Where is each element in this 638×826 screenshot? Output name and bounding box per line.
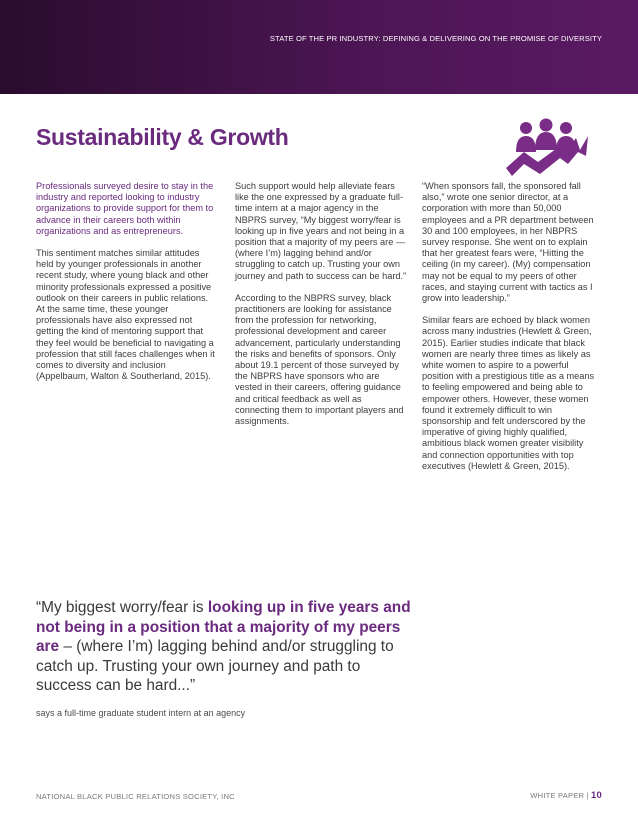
column-1	[36, 181, 216, 393]
pull-quote-open: “My biggest worry/fear is	[36, 599, 208, 616]
body-paragraph: According to the NBPRS survey, black practitioners are looking for assistance from the profession for networking, professional development and career advancement, particularly understanding the risks and benefits of sponsors. Only about 19.1 percent of those surveyed by the NBPRS have sponsors who are vested in their careers, offering guidance and critical feedback as well as connecting them to important players and assignments.	[235, 292, 404, 427]
pull-quote-attribution: says a full-time graduate student intern at an agency	[36, 708, 246, 718]
body-paragraph: Such support would help alleviate fears like the one expressed by a graduate full-time intern at a major agency in the NBPRS survey, “My biggest worry/fear is looking up in five years and not being in a position that a majority of my peers are — (where I’m) lagging behind and/or struggling to catch up. Trusting your own journey and path to success can be hard.”	[235, 181, 407, 281]
page-number: 10	[591, 790, 602, 801]
section-title: Sustainability & Growth	[36, 124, 289, 150]
group-growth-icon	[502, 118, 590, 182]
column-2	[235, 181, 407, 438]
column-3	[422, 181, 600, 483]
running-title: STATE OF THE PR INDUSTRY: DEFINING & DELIVERING ON THE PROMISE OF DIVERSITY	[269, 34, 602, 43]
lead-paragraph: Professionals surveyed desire to stay in the industry and reported looking to industry organizations to provide support for them to advance in their careers both within organizations and as entrepreneurs.	[36, 181, 214, 236]
pull-quote-highlight: looking up in five years and not being in a position that a majority of my peers are	[36, 599, 411, 656]
footer-org: NATIONAL BLACK PUBLIC RELATIONS SOCIETY, INC	[36, 792, 235, 801]
footer-page-label	[530, 790, 602, 801]
pull-quote	[36, 598, 416, 696]
body-paragraph: This sentiment matches similar attitudes held by younger professionals in another recent study, where young black and other minority professionals expressed a positive outlook on their careers in public relations. At the same time, these younger professionals have also expressed not getting the kind of mentoring support that they feel would be beneficial to navigating a profession that still faces challenges when it comes to diversity and inclusion (Appelbaum, Walton & Southerland, 2015).	[36, 248, 215, 382]
pull-quote-rest: – (where I’m) lagging behind and/or struggling to catch up. Trusting your own journey and path to success can be hard...”	[36, 638, 394, 695]
body-paragraph: Similar fears are echoed by black women across many industries (Hewlett & Green, 2015). Earlier studies indicate that black women are nearly three times as likely as white women to aspire to a powerful position with a prestigious title as a means to feeling empowered and being able to empower others. However, these women found it extremely difficult to win sponsorship and felt underscored by the imperative of giving highly qualified, ambitious black women greater visibility and connection opportunities with top executives (Hewlett & Green, 2015).	[422, 315, 595, 471]
body-paragraph: “When sponsors fall, the sponsored fall also,” wrote one senior director, at a corporation with more than 50,000 employees and a PR department between 30 and 100 employees, in her NBPRS survey response. She went on to explain that her greatest fears were, “Hitting the ceiling (in my career). (My) compensation may not be equal to my peers of other races, and staying current with tactics as I grow into leadership.”	[422, 181, 594, 304]
doc-label: WHITE PAPER |	[530, 791, 592, 800]
header-band	[0, 0, 638, 94]
